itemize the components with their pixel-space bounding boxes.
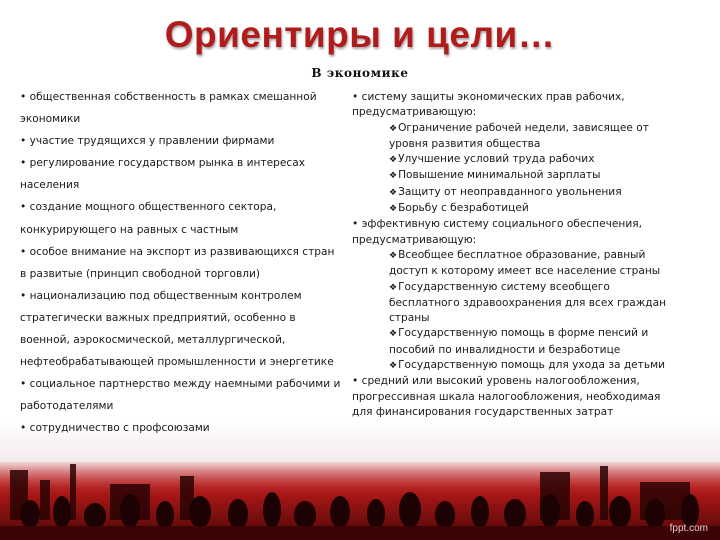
right-line [352,201,704,217]
right-column [352,90,704,420]
left-line: • особое внимание на экспорт из развивающихся стран [20,245,335,258]
right-line-text: Государственную помощь в форме пенсий и [398,327,649,340]
right-line [352,185,704,201]
right-line-text: Улучшение условий труда рабочих [398,153,595,166]
right-line-text: предусматривающую: [352,106,477,119]
right-line-text: Повышение минимальной зарплаты [398,169,601,182]
right-line [352,90,704,105]
diamond-bullet-icon: ❖ [389,250,398,261]
right-line [352,233,704,248]
right-line [352,374,704,389]
left-line: • национализацию под общественным контролем [20,289,302,302]
right-line-text: Ограничение рабочей недели, зависящее от [398,121,649,134]
right-line-text: • средний или высокий уровень налогообложения, [352,375,640,388]
left-line: экономики [20,113,81,126]
diamond-bullet-icon: ❖ [389,187,398,198]
left-line: стратегически важных предприятий, особенно в [20,311,296,324]
right-line-text: для финансирования государственных затрат [352,405,614,418]
diamond-bullet-icon: ❖ [389,155,398,166]
right-line-text: Борьбу с безработицей [398,202,529,215]
right-line [352,311,704,326]
left-line: населения [20,179,80,192]
diamond-bullet-icon: ❖ [389,329,398,340]
left-line: военной, аэрокосмической, металлургической, [20,334,286,347]
left-line: • общественная собственность в рамках смешанной [20,91,317,103]
right-line [352,264,704,279]
right-line [352,168,704,184]
left-line: • социальное партнерство между наемными рабочими и [20,378,341,391]
diamond-bullet-icon: ❖ [389,171,398,182]
right-line-text: пособий по инвалидности и безработице [389,343,621,356]
right-line [352,358,704,374]
right-line [352,296,704,311]
right-line [352,280,704,296]
right-line-text: Государственную систему всеобщего [398,280,610,293]
left-line: конкурирующего на равных с частным [20,223,239,236]
right-line-text: предусматривающую: [352,233,477,246]
footer-logo: fppt.com [669,523,708,534]
right-line-text: уровня развития общества [389,137,541,150]
left-line: • сотрудничество с профсоюзами [20,422,210,435]
slide-title: Ориентиры и цели… [164,14,556,55]
diamond-bullet-icon: ❖ [389,123,398,134]
left-line: нефтеобрабатывающей промышленности и энергетике [20,356,334,369]
left-line: • регулирование государством рынка в интересах [20,157,305,170]
right-line-text: бесплатного здравоохранения для всех граждан [389,296,667,309]
right-line [352,105,704,120]
right-line [352,137,704,152]
right-line [352,217,704,232]
diamond-bullet-icon: ❖ [389,282,398,293]
right-line [352,390,704,405]
right-line-text: Государственную помощь для ухода за детьми [398,359,665,372]
right-line-text: доступ к которому имеет все население страны [389,265,661,278]
left-column [20,86,352,440]
diamond-bullet-icon: ❖ [389,204,398,215]
right-line-text: Всеобщее бесплатное образование, равный [398,248,646,261]
left-line: работодателями [20,400,114,413]
right-line [352,152,704,168]
left-line: • создание мощного общественного сектора, [20,201,277,214]
crowd-photo-banner [0,462,720,540]
slide-subtitle: В экономике [311,66,409,80]
right-line-text: страны [389,312,430,325]
left-line: в развитые (принцип свободной торговли) [20,267,260,280]
diamond-bullet-icon: ❖ [389,361,398,372]
right-line [352,405,704,420]
right-line-text: • систему защиты экономических прав рабочих, [352,91,625,103]
right-line-text: • эффективную систему социального обеспечения, [352,218,642,231]
right-line-text: Защиту от неоправданного увольнения [398,185,622,198]
right-line [352,326,704,342]
right-line [352,121,704,137]
left-line: • участие трудящихся у правлении фирмами [20,135,275,148]
right-line [352,248,704,264]
right-line [352,343,704,358]
right-line-text: прогрессивная шкала налогообложения, необходимая [352,390,661,403]
